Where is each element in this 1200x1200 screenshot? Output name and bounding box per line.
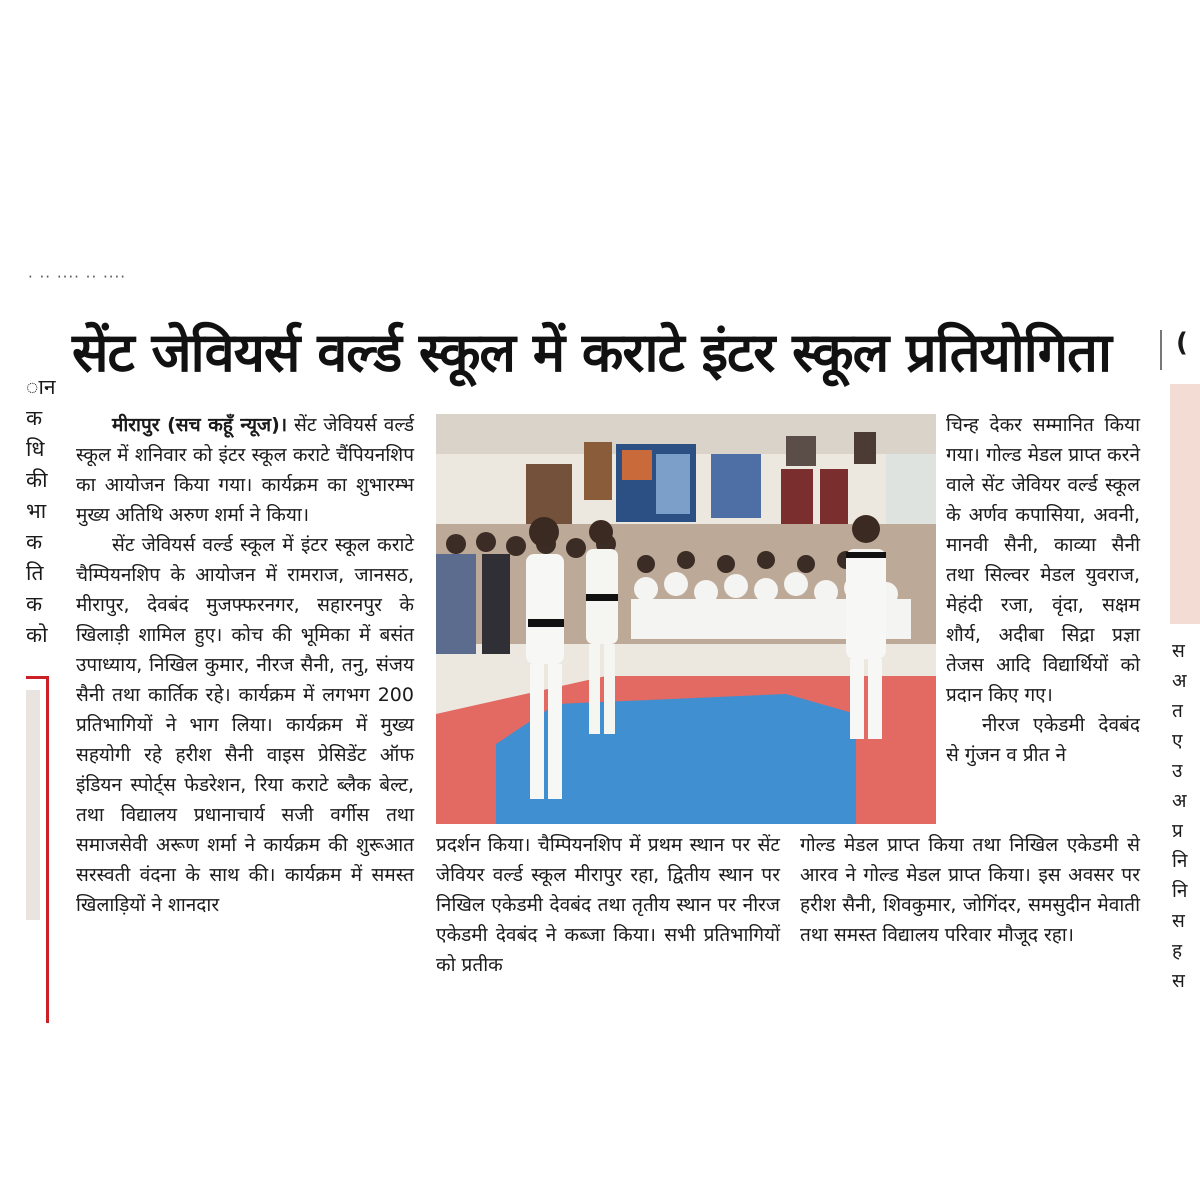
fragment: नि (1172, 850, 1188, 872)
fragment: क (26, 592, 43, 616)
fragment: ए (1172, 730, 1183, 752)
adjacent-article-border (26, 676, 49, 1023)
fragment: नि (1172, 880, 1188, 902)
fragment: ह (1172, 940, 1183, 962)
paragraph-2: सेंट जेवियर्स वर्ल्ड स्कूल में इंटर स्कूल कराटे चैम्पियनशिप के आयोजन में रामराज, जानसठ, मीरापुर, देवबंद मुजफ्फरनगर, सहारनपुर के खिलाड़ी शामिल हुए। कोच की भूमिका में बसंत उपाध्याय, निखिल कुमार, नीरज सैनी, तनु, संजय सैनी तथा कार्तिक रहे। कार्यक्रम में लगभग 200 प्रतिभागियों ने भाग लिया। कार्यक्रम में मुख्य सहयोगी रहे हरीश सैनी वाइस प्रेसिडेंट ऑफ इंडियन स्पोर्ट्स फेडरेशन, रिया कराटे ब्लैक बेल्ट, तथा विद्यालय प्रधानाचार्य सजी वर्गीस तथा समाजसेवी अरूण शर्मा ने कार्यक्रम की शुरूआत सरस्वती वंदना के साथ की। कार्यक्रम में समस्त खिलाड़ियों ने शानदार (76, 534, 414, 916)
fragment: क (26, 406, 43, 430)
photo-illustration (436, 414, 936, 824)
adjacent-photo-strip (1170, 384, 1200, 624)
article-column-3 (800, 830, 1140, 950)
fragment: धि (26, 437, 45, 461)
fragment: क (26, 530, 43, 554)
fragment: स (1172, 910, 1185, 932)
fragment: स (1172, 970, 1185, 992)
fragment: अ (1172, 790, 1187, 812)
fragment: स (1172, 640, 1185, 662)
column-divider (1160, 330, 1162, 370)
article-column-4 (946, 410, 1140, 770)
paragraph-1-text: सेंट जेवियर्स वर्ल्ड स्कूल में शनिवार को इंटर स्कूल कराटे चैंपियनशिप का आयोजन किया गया। कार्यक्रम का शुभारम्भ मुख्य अतिथि अरुण शर्मा ने किया। (76, 414, 414, 526)
cut-off-headline-glyph: ( (1176, 328, 1188, 358)
fragment: भा (26, 499, 47, 523)
paragraph-1 (76, 410, 414, 530)
article-column-2 (436, 830, 780, 980)
fragment: अ (1172, 670, 1187, 692)
left-cut-column (26, 372, 56, 651)
fragment: ान (26, 375, 56, 399)
paragraph-4-2: नीरज एकेडमी देवबंद से गुंजन व प्रीत ने (946, 714, 1140, 766)
fragment: प्र (1172, 820, 1183, 842)
dateline: मीरापुर (सच कहूँ न्यूज)। (112, 414, 288, 436)
right-cut-column (1172, 636, 1200, 996)
cut-off-top-line: · ·· ···· ·· ···· (28, 268, 127, 286)
paragraph-3-1: गोल्ड मेडल प्राप्त किया तथा निखिल एकेडमी से आरव ने गोल्ड मेडल प्राप्त किया। इस अवसर पर हरीश सैनी, शिवकुमार, जोगिंदर, समसुदीन मेवाती तथा समस्त विद्यालय परिवार मौजूद रहा। (800, 834, 1140, 946)
paragraph-2-1: प्रदर्शन किया। चैम्पियनशिप में प्रथम स्थान पर सेंट जेवियर वर्ल्ड स्कूल मीरापुर रहा, द्वितीय स्थान पर निखिल एकेडमी देवबंद तथा तृतीय स्थान पर नीरज एकेडमी देवबंद ने कब्जा किया। सभी प्रतिभागियों को प्रतीक (436, 834, 780, 976)
fragment: ति (26, 561, 44, 585)
article-headline: सेंट जेवियर्स वर्ल्ड स्कूल में कराटे इंटर स्कूल प्रतियोगिता (72, 321, 1111, 384)
paragraph-4-1: चिन्ह देकर सम्मानित किया गया। गोल्ड मेडल प्राप्त करने वाले सेंट जेवियर वर्ल्ड स्कूल के अर्णव कपासिया, अवनी, मानवी सैनी, काव्या सैनी तथा सिल्वर मेडल युवराज, मेहंदी रजा, वृंदा, सक्षम शौर्य, अदीबा सिद्रा प्रज्ञा तेजस आदि विद्यार्थियों को प्रदान किए गए। (946, 414, 1140, 706)
fragment: को (26, 623, 48, 647)
fragment: त (1172, 700, 1183, 722)
fragment: की (26, 468, 48, 492)
article-column-1 (76, 410, 414, 920)
fragment: उ (1172, 760, 1183, 782)
karate-event-photo (436, 414, 936, 824)
